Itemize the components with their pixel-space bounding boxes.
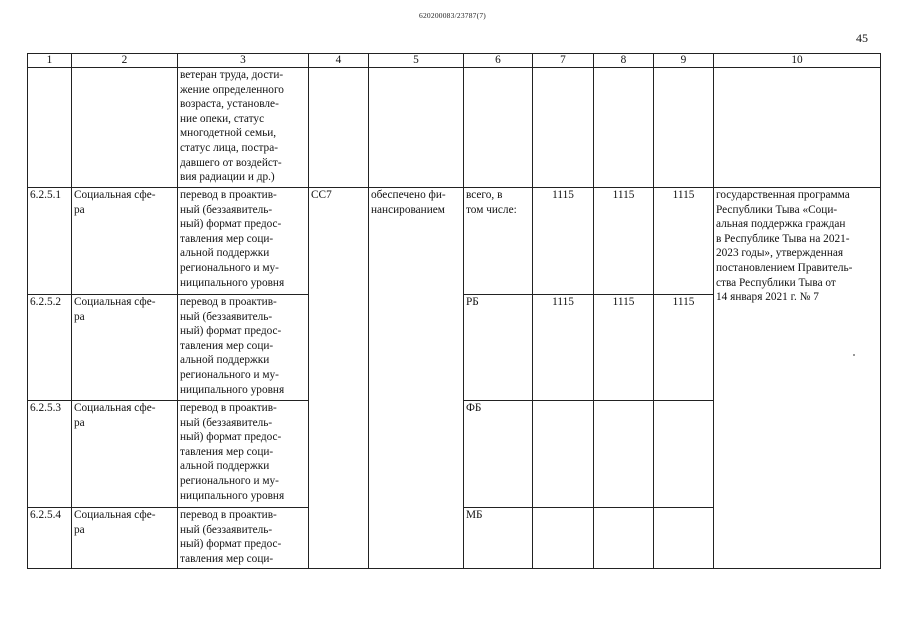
funding-source-cell: ФБ	[464, 401, 533, 508]
measure-cell: перевод в проактив- ный (беззаявитель- ный) формат предос- тавления мер соци-	[178, 508, 309, 569]
status-cell: обеспечено фи- нансированием	[369, 188, 464, 569]
header-row	[28, 54, 881, 68]
cell-empty	[533, 68, 594, 188]
sphere-cell: Социальная сфе- ра	[72, 401, 178, 508]
continuation-text: ветеран труда, дости- жение определенного возраста, установле- ние опеки, статус многодетной семьи, статус лица, постра- давшего от воздейст- вия радиации и др.)	[178, 68, 309, 188]
value-2022: 1115	[594, 295, 654, 401]
value-2023	[654, 401, 714, 508]
measure-cell: перевод в проактив- ный (беззаявитель- ный) формат предос- тавления мер соци- альной поддержки регионального и му- ниципального уровня	[178, 295, 309, 401]
page-number: 45	[856, 31, 868, 45]
measure-cell: перевод в проактив- ный (беззаявитель- ный) формат предос- тавления мер соци- альной поддержки регионального и му- ниципального уровня	[178, 401, 309, 508]
value-2022	[594, 401, 654, 508]
continuation-row	[28, 68, 881, 188]
funding-source-cell: МБ	[464, 508, 533, 569]
value-2023	[654, 508, 714, 569]
value-2021	[533, 401, 594, 508]
header-cell-2: 2	[72, 54, 178, 68]
value-2022: 1115	[594, 188, 654, 295]
document-code: 620200083/23787(7)	[419, 11, 486, 20]
header-cell-9: 9	[654, 54, 714, 68]
sphere-cell: Социальная сфе- ра	[72, 188, 178, 295]
funding-source-cell: РБ	[464, 295, 533, 401]
sphere-cell: Социальная сфе- ра	[72, 508, 178, 569]
cell-empty	[654, 68, 714, 188]
value-2023: 1115	[654, 188, 714, 295]
program-table	[27, 53, 881, 569]
header-cell-1: 1	[28, 54, 72, 68]
value-2021	[533, 508, 594, 569]
value-2022	[594, 508, 654, 569]
cell-empty	[28, 68, 72, 188]
row-id: 6.2.5.3	[28, 401, 72, 508]
value-2021: 1115	[533, 295, 594, 401]
sphere-cell: Социальная сфе- ра	[72, 295, 178, 401]
cell-empty	[464, 68, 533, 188]
header-cell-6: 6	[464, 54, 533, 68]
cell-empty	[309, 68, 369, 188]
header-cell-8: 8	[594, 54, 654, 68]
header-cell-4: 4	[309, 54, 369, 68]
header-cell-7: 7	[533, 54, 594, 68]
cell-empty	[594, 68, 654, 188]
cell-empty	[369, 68, 464, 188]
table-row	[28, 188, 881, 295]
indicator-code-cell: СС7	[309, 188, 369, 569]
cell-empty	[72, 68, 178, 188]
row-id: 6.2.5.1	[28, 188, 72, 295]
value-2021: 1115	[533, 188, 594, 295]
cell-empty	[714, 68, 881, 188]
measure-cell: перевод в проактив- ный (беззаявитель- ный) формат предос- тавления мер соци- альной поддержки регионального и му- ниципального уровня	[178, 188, 309, 295]
legal-basis-cell: государственная программа Республики Тыва «Соци- альная поддержка граждан в Республике Тыва на 2021- 2023 годы», утвержденная постановлением Правитель- ства Республики Тыва от 14 января 2021 г. № 7	[714, 188, 881, 569]
row-id: 6.2.5.4	[28, 508, 72, 569]
header-cell-10: 10	[714, 54, 881, 68]
value-2023: 1115	[654, 295, 714, 401]
row-id: 6.2.5.2	[28, 295, 72, 401]
funding-source-cell: всего, в том числе:	[464, 188, 533, 295]
header-cell-3: 3	[178, 54, 309, 68]
header-cell-5: 5	[369, 54, 464, 68]
